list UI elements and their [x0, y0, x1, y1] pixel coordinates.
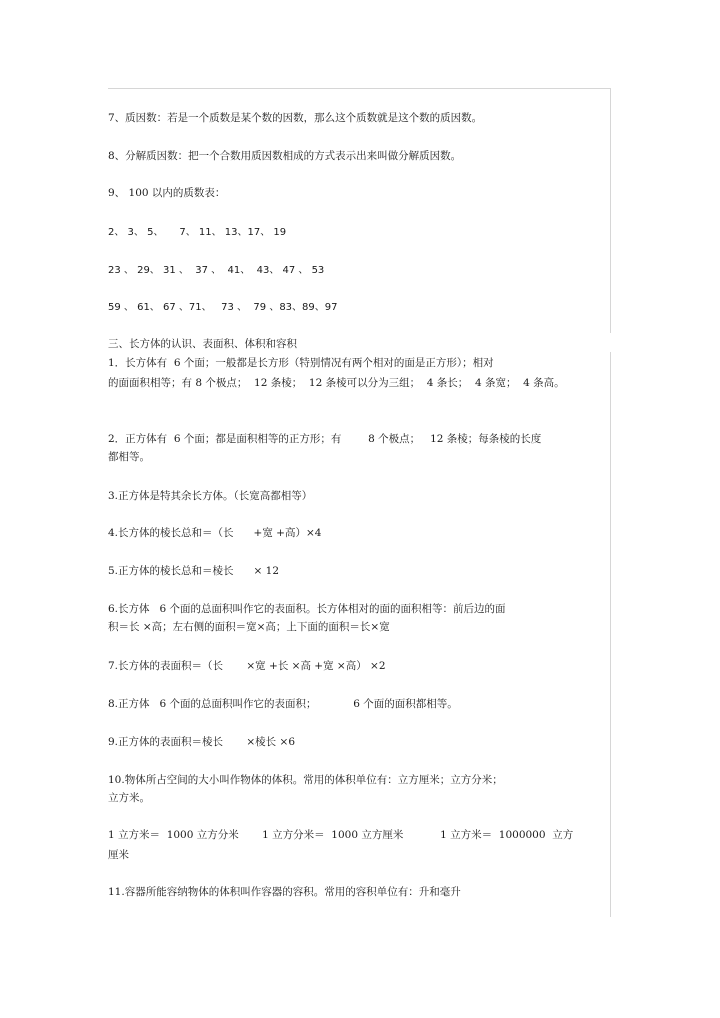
para-10-line-1: 10.物体所占空间的大小叫作物体的体积。常用的体积单位有：立方厘米；立方分米；	[108, 774, 503, 786]
para-7-cuboid-surface-area: 7.长方体的表面积＝（长 ×宽 +长 ×高 +宽 ×高） ×2	[108, 660, 386, 672]
volume-conversion-line-1: 1 立方米＝ 1000 立方分米 1 立方分米＝ 1000 立方厘米 1 立方米＝ 1000000 立方	[108, 829, 574, 841]
right-border-upper	[610, 88, 611, 333]
para-8-cube-surface: 8.正方体 6 个面的总面积叫作它的表面积； 6 个面的面积都相等。	[108, 698, 458, 710]
item-9-prime-table-title: 9、 100 以内的质数表：	[108, 187, 226, 199]
prime-row-3: 59 、 61、 67 、71、 73 、 79 、83、89、97	[108, 302, 338, 313]
para-6-line-2: 积＝长 ×高；左右侧的面积＝宽×高；上下面的面积＝长×宽	[108, 621, 390, 633]
para-1-line-1: 1．长方体有 6 个面；一般都是长方形（特别情况有两个相对的面是正方形）；相对	[108, 357, 494, 369]
item-7-prime-factor-definition: 7、质因数：若是一个质数是某个数的因数，那么这个质数就是这个数的质因数。	[108, 112, 483, 124]
para-9-cube-surface-area: 9.正方体的表面积＝棱长 ×棱长 ×6	[108, 736, 295, 748]
para-1-line-2: 的面面积相等；有 8 个极点； 12 条棱； 12 条棱可以分为三组； 4 条长； 4 条宽； 4 条高。	[108, 377, 565, 389]
right-border-lower	[610, 352, 611, 917]
para-10-line-2: 立方米。	[108, 792, 150, 804]
top-border-line	[108, 88, 611, 89]
volume-conversion-line-2: 厘米	[108, 849, 129, 861]
para-4-edge-sum-cuboid: 4.长方体的棱长总和＝（长 +宽 +高）×4	[108, 527, 322, 539]
para-6-line-1: 6.长方体 6 个面的总面积叫作它的表面积。长方体相对的面的面积相等：前后边的面	[108, 603, 506, 615]
item-8-prime-factorization-definition: 8、分解质因数：把一个合数用质因数相成的方式表示出来叫做分解质因数。	[108, 150, 462, 162]
prime-row-1: 2、 3、 5、 7、 11、 13、17、 19	[108, 227, 287, 238]
para-11-capacity: 11.容器所能容纳物体的体积叫作容器的容积。常用的容积单位有：升和毫升	[108, 886, 461, 898]
para-2-line-2: 都相等。	[108, 451, 150, 463]
para-3: 3.正方体是特其余长方体。（长宽高都相等）	[108, 490, 313, 502]
prime-row-2: 23 、 29、 31 、 37 、 41、 43、 47 、 53	[108, 265, 325, 276]
para-2-line-1: 2．正方体有 6 个面；都是面积相等的正方形；有 8 个极点； 12 条棱；每条棱的长度	[108, 433, 542, 445]
para-5-edge-sum-cube: 5.正方体的棱长总和＝棱长 × 12	[108, 565, 280, 577]
section-3-heading: 三、长方体的认识、表面积、体积和容积	[108, 338, 297, 350]
